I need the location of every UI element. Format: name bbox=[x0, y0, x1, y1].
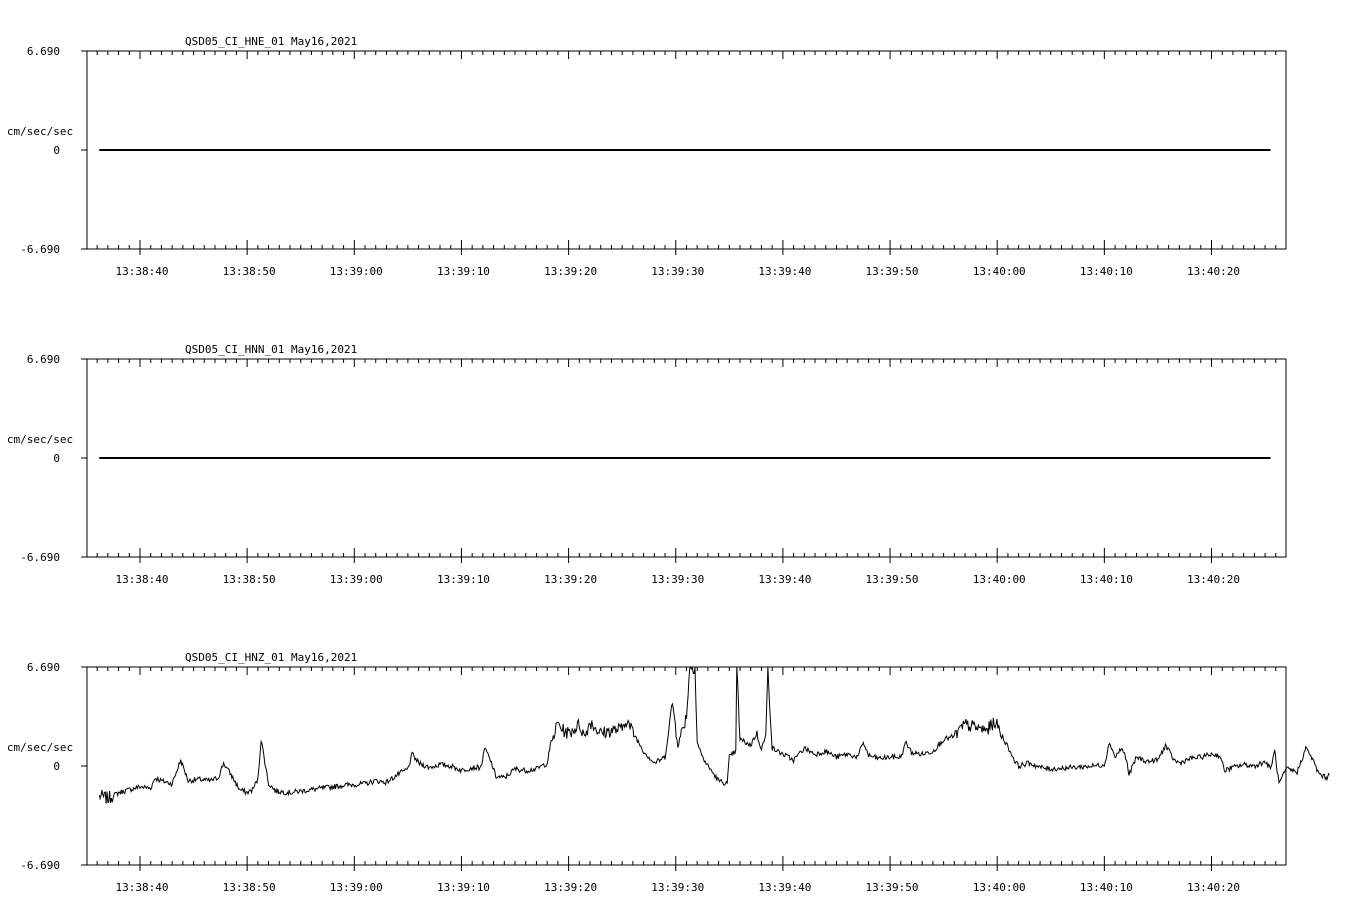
x-tick-label: 13:39:40 bbox=[758, 265, 812, 278]
x-tick-label: 13:38:50 bbox=[222, 265, 276, 278]
x-tick-label: 13:39:30 bbox=[651, 573, 705, 586]
chart-title: QSD05_CI_HNN_01 May16,2021 bbox=[185, 343, 358, 356]
plot-frame bbox=[87, 667, 1286, 865]
x-tick-label: 13:39:50 bbox=[865, 573, 919, 586]
x-tick-label: 13:40:00 bbox=[972, 881, 1026, 894]
y-tick-label: -6.690 bbox=[20, 859, 60, 872]
x-tick-label: 13:40:10 bbox=[1079, 265, 1133, 278]
chart-title: QSD05_CI_HNE_01 May16,2021 bbox=[185, 35, 358, 48]
y-tick-label: -6.690 bbox=[20, 243, 60, 256]
x-tick-label: 13:38:50 bbox=[222, 881, 276, 894]
x-tick-label: 13:39:00 bbox=[329, 265, 383, 278]
x-tick-label: 13:39:40 bbox=[758, 881, 812, 894]
y-tick-label: 0 bbox=[53, 452, 60, 465]
trace-waveform bbox=[99, 667, 1329, 804]
x-tick-label: 13:40:10 bbox=[1079, 573, 1133, 586]
y-axis-label: cm/sec/sec bbox=[6, 433, 74, 446]
x-tick-label: 13:38:40 bbox=[115, 573, 169, 586]
x-tick-label: 13:39:10 bbox=[436, 573, 490, 586]
x-tick-label: 13:38:40 bbox=[115, 881, 169, 894]
x-tick-label: 13:39:20 bbox=[544, 573, 598, 586]
x-tick-label: 13:39:40 bbox=[758, 573, 812, 586]
y-tick-label: 6.690 bbox=[26, 353, 60, 366]
x-tick-label: 13:40:00 bbox=[972, 265, 1026, 278]
x-tick-label: 13:40:10 bbox=[1079, 881, 1133, 894]
x-tick-label: 13:39:30 bbox=[651, 881, 705, 894]
x-tick-label: 13:39:00 bbox=[329, 573, 383, 586]
x-tick-label: 13:39:20 bbox=[544, 881, 598, 894]
x-tick-label: 13:38:50 bbox=[222, 573, 276, 586]
x-tick-label: 13:40:20 bbox=[1187, 265, 1240, 278]
x-tick-label: 13:40:20 bbox=[1187, 881, 1240, 894]
x-tick-label: 13:39:30 bbox=[651, 265, 705, 278]
x-tick-label: 13:39:10 bbox=[436, 881, 490, 894]
y-axis-label: cm/sec/sec bbox=[6, 125, 74, 138]
y-tick-label: 0 bbox=[53, 144, 60, 157]
y-tick-label: 6.690 bbox=[26, 661, 60, 674]
x-tick-label: 13:39:10 bbox=[436, 265, 490, 278]
x-tick-label: 13:39:00 bbox=[329, 881, 383, 894]
x-tick-label: 13:40:00 bbox=[972, 573, 1026, 586]
x-tick-label: 13:38:40 bbox=[115, 265, 169, 278]
y-tick-label: 0 bbox=[53, 760, 60, 773]
y-tick-label: -6.690 bbox=[20, 551, 60, 564]
y-axis-label: cm/sec/sec bbox=[6, 741, 74, 754]
x-tick-label: 13:39:50 bbox=[865, 265, 919, 278]
chart-title: QSD05_CI_HNZ_01 May16,2021 bbox=[185, 651, 358, 664]
x-tick-label: 13:40:20 bbox=[1187, 573, 1240, 586]
y-tick-label: 6.690 bbox=[26, 45, 60, 58]
x-tick-label: 13:39:20 bbox=[544, 265, 598, 278]
x-tick-label: 13:39:50 bbox=[865, 881, 919, 894]
